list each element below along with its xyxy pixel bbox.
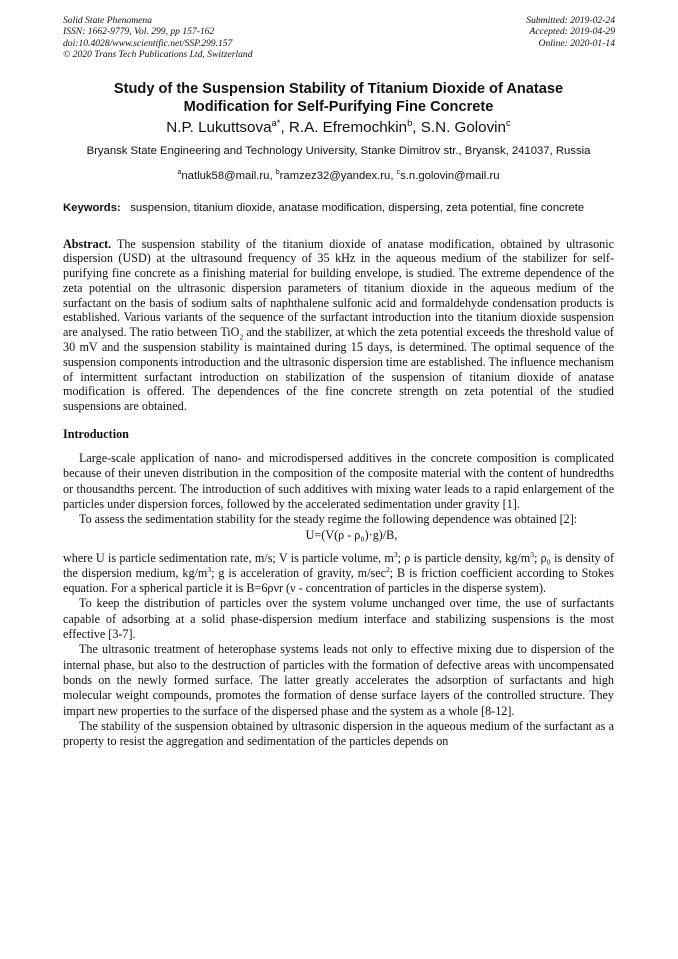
affiliation: Bryansk State Engineering and Technology University, Stanke Dimitrov str., Bryansk, 241037, Russia xyxy=(86,145,591,157)
paper-body xyxy=(63,80,614,749)
author-name: S.N. Golovin xyxy=(420,119,507,136)
email-link[interactable]: ramzez32@yandex.ru xyxy=(279,169,391,182)
journal-name: Solid State Phenomena xyxy=(63,15,152,26)
paragraph: To assess the sedimentation stability for the steady regime the following dependence was obtained [2]: xyxy=(79,512,578,527)
author-name: R.A. Efremochkin xyxy=(288,119,408,136)
online-date: Online: 2020-01-14 xyxy=(538,37,615,49)
paragraph: The stability of the suspension obtained by ultrasonic dispersion in the aqueous medium of the surfactant as a property to resist the aggregation and sedimentation of the particles depends on xyxy=(63,718,614,749)
email-link[interactable]: natluk58@mail.ru xyxy=(181,169,270,182)
keywords xyxy=(63,201,614,216)
paragraph: To keep the distribution of particles over the system volume unchanged over time, the use of surfactants capable of adsorbing at a solid phase-dispersion medium interface and stabilizing suspensions is the most effective [3-7]. xyxy=(63,596,614,642)
abstract: Abstract. The suspension stability of the titanium dioxide of anatase modification, obtained by ultrasonic dispersion (USD) at the ultrasound frequency of 35 kHz in the aqueous medium of the stabilizer for self-purifying fine concrete as a finishing material for building envelope, is studied. The extreme dependence of the zeta potential on the ultrasonic dispersion parameters of titanium dioxide in the aqueous medium of the surfactant on the basis of sodium salts of naphthalene sulfonic acid and formaldehyde condensation products is established. Various variants of the sequence of the surfactant introduction into the titanium dioxide suspension are analysed. The ratio between TiO$_2$ and the stabilizer, at which the zeta potential exceeds the threshold value of 30 mV and the suspension stability is maintained during 15 days, is determined. The optimal sequence of the suspension components introduction and the ultrasonic dispersion time are established. The influence mechanism of intermittent surfactant introduction on stabilization of the suspension of titanium dioxide of anatase modification is offered. The dependences of the fine concrete strength on zeta potential of the studied suspensions are obtained. xyxy=(63,236,614,414)
journal-header-left xyxy=(63,15,253,60)
journal-issn: ISSN: 1662-9779, Vol. 299, pp 157-162 xyxy=(63,26,215,38)
paragraph: The ultrasonic treatment of heterophase systems leads not only to effective mixing due to dispersion of the internal phase, but also to the destruction of particles with the formation of defective areas with uncompensated bonds on the newly formed surface. The latter greatly accelerates the adsorption of surfactants and high molecular weight compounds, promotes the formation of dense surface layers of the controlled structure. They impart new properties to the surface of the dispersed phase and the system as a whole [8-12]. xyxy=(63,642,614,718)
keywords-text: suspension, titanium dioxide, anatase modification, dispersing, zeta potential, fine concrete xyxy=(130,201,585,214)
journal-doi: doi:10.4028/www.scientific.net/SSP.299.157 xyxy=(63,37,233,49)
keywords-label: Keywords: xyxy=(63,201,121,214)
author-name: N.P. Lukuttsova xyxy=(166,119,272,136)
equation: U=(V(ρ - ρ₀)·g)/B, xyxy=(305,527,398,542)
paragraph: where U is particle sedimentation rate, m/s; V is particle volume, $m^3$; ρ is particle density, $kg/m^3$; ρ₀ is density of the dispersion medium, $kg/m^3$; g is acceleration of gravity, $m/\sec^2$; B is friction coefficient according to Stokes equation. For a spherical particle it is B=6ρνr (ν - concentration of particles in the disperse system). xyxy=(63,549,614,596)
accepted-date: Accepted: 2019-04-29 xyxy=(529,26,615,38)
author-list: N.P. Lukuttsova$^{a*}$, R.A. Efremochkin$^b$, S.N. Golovin$^c$ xyxy=(166,116,511,136)
submitted-date: Submitted: 2019-02-24 xyxy=(526,15,615,26)
journal-copyright: © 2020 Trans Tech Publications Ltd, Switzerland xyxy=(63,48,253,60)
email-link[interactable]: s.n.golovin@mail.ru xyxy=(400,169,500,182)
abstract-label: Abstract. xyxy=(63,236,112,251)
paper-title: Study of the Suspension Stability of Titanium Dioxide of Anatase Modification for Self-Purifying Fine Concrete xyxy=(113,81,564,115)
section-heading-introduction: Introduction xyxy=(63,427,129,442)
author-emails: $^a$natluk58@mail.ru, $^b$ramzez32@yandex.ru, $^c$s.n.golovin@mail.ru xyxy=(177,168,500,182)
journal-header-right xyxy=(526,15,615,49)
paragraph: Large-scale application of nano- and microdispersed additives in the concrete composition is complicated because of their uneven distribution in the composition of the composite material with the content of hundredths or thousandths percent. The introduction of such additives with mixing water leads to a rapid enlargement of the particles under dispersion forces, followed by the accelerated sedimentation under gravity [1]. xyxy=(63,451,614,511)
